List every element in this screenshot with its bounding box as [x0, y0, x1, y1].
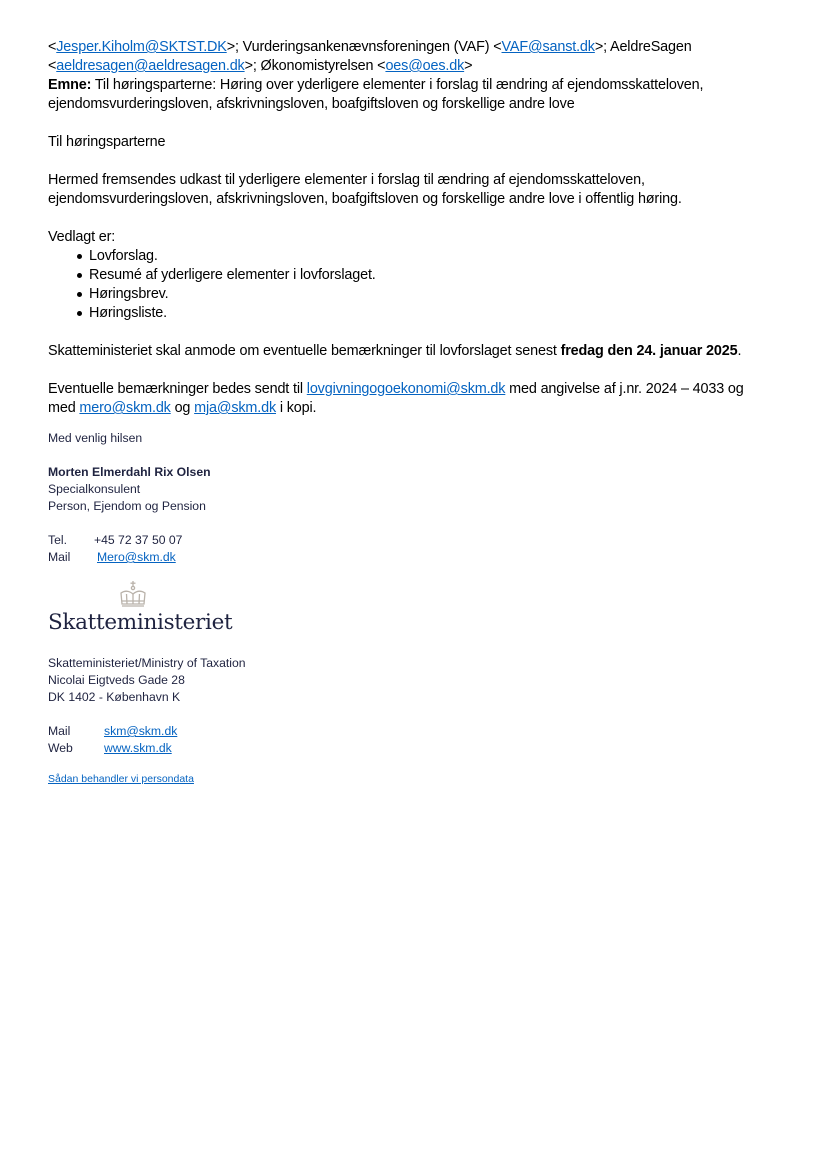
signature-mail-link[interactable]: Mero@skm.dk: [97, 550, 176, 564]
email-link-vaf[interactable]: VAF@sanst.dk: [501, 39, 595, 55]
email-document: [48, 38, 768, 787]
list-item: Høringsbrev.: [89, 285, 768, 304]
org-web-row: [48, 740, 768, 757]
recipients-text: >; AeldreSagen: [594, 39, 692, 55]
tel-label: Tel.: [48, 533, 67, 547]
closing: Med venlig hilsen: [48, 431, 143, 445]
lt-symbol: <: [48, 58, 57, 74]
remarks-paragraph: [48, 380, 768, 418]
org-city: DK 1402 - København K: [48, 690, 181, 704]
email-body: [48, 133, 768, 418]
recipients-text: >; Økonomistyrelsen <: [244, 58, 386, 74]
remarks-text: Eventuelle bemærkninger bedes sendt til: [48, 381, 307, 397]
deadline-paragraph: [48, 342, 768, 361]
privacy-link[interactable]: Sådan behandler vi persondata: [48, 773, 194, 785]
email-header: [48, 38, 768, 114]
cc-and: og: [170, 400, 195, 416]
organization-block: [48, 655, 768, 787]
org-street: Nicolai Eigtveds Gade 28: [48, 673, 185, 687]
recipients-line: [48, 38, 768, 57]
logo-wordmark: Skatteministeriet: [48, 610, 233, 635]
deadline-end: .: [737, 343, 742, 359]
recipients-text: >; Vurderingsankenævnsforeningen (VAF) <: [226, 39, 502, 55]
attachment-list: [48, 247, 768, 323]
intro-paragraph: Hermed fremsendes udkast til yderligere elementer i forslag til ændring af ejendomsskatteloven, ejendomsvurderingsloven, afskrivningsloven, boafgiftsloven og forskellige andre love i offentlig høring.: [48, 172, 682, 207]
org-web-label: Web: [48, 741, 73, 755]
mail-label: Mail: [48, 550, 71, 564]
list-item: Lovforslag.: [89, 247, 768, 266]
mail-row: [48, 549, 768, 566]
org-name: Skatteministeriet/Ministry of Taxation: [48, 656, 246, 670]
signature-block: [48, 430, 768, 566]
greeting: Til høringsparterne: [48, 134, 166, 150]
list-item: Resumé af yderligere elementer i lovforslaget.: [89, 266, 768, 285]
cc-email-link-mero[interactable]: mero@skm.dk: [79, 400, 171, 416]
tel-value: +45 72 37 50 07: [94, 533, 183, 547]
attached-label: Vedlagt er:: [48, 229, 116, 245]
signature-department: Person, Ejendom og Pension: [48, 499, 206, 513]
org-mail-label: Mail: [48, 724, 71, 738]
deadline-date: fredag den 24. januar 2025: [560, 343, 738, 359]
crown-icon: [118, 580, 148, 608]
recipients-line: [48, 57, 768, 76]
cc-end: i kopi.: [276, 400, 317, 416]
deadline-text: Skatteministeriet skal anmode om eventuelle bemærkninger til lovforslaget senest: [48, 343, 561, 359]
subject-label: Emne:: [48, 77, 92, 93]
email-link-kiholm[interactable]: Jesper.Kiholm@SKTST.DK: [56, 39, 227, 55]
remarks-email-link[interactable]: lovgivningogoekonomi@skm.dk: [306, 381, 506, 397]
remarks-text: med angivelse af j.nr. 2024 – 4033 og med: [48, 381, 744, 416]
org-mail-link[interactable]: skm@skm.dk: [104, 724, 178, 738]
gt-symbol: >: [464, 58, 473, 74]
tel-row: [48, 532, 768, 549]
cc-email-link-mja[interactable]: mja@skm.dk: [194, 400, 277, 416]
signature-title: Specialkonsulent: [48, 482, 141, 496]
lt-symbol: <: [48, 39, 57, 55]
signature-name: Morten Elmerdahl Rix Olsen: [48, 465, 211, 479]
org-mail-row: [48, 723, 768, 740]
subject-line: [48, 76, 768, 114]
org-web-link[interactable]: www.skm.dk: [104, 741, 172, 755]
email-link-aeldresagen[interactable]: aeldresagen@aeldresagen.dk: [56, 58, 245, 74]
list-item: Høringsliste.: [89, 304, 768, 323]
subject-text: Til høringsparterne: Høring over yderligere elementer i forslag til ændring af ejendomsskatteloven, ejendomsvurderingsloven, afskrivningsloven, boafgiftsloven og forskellige andre love: [48, 77, 704, 112]
ministry-logo: [48, 566, 768, 635]
email-link-oes[interactable]: oes@oes.dk: [385, 58, 465, 74]
